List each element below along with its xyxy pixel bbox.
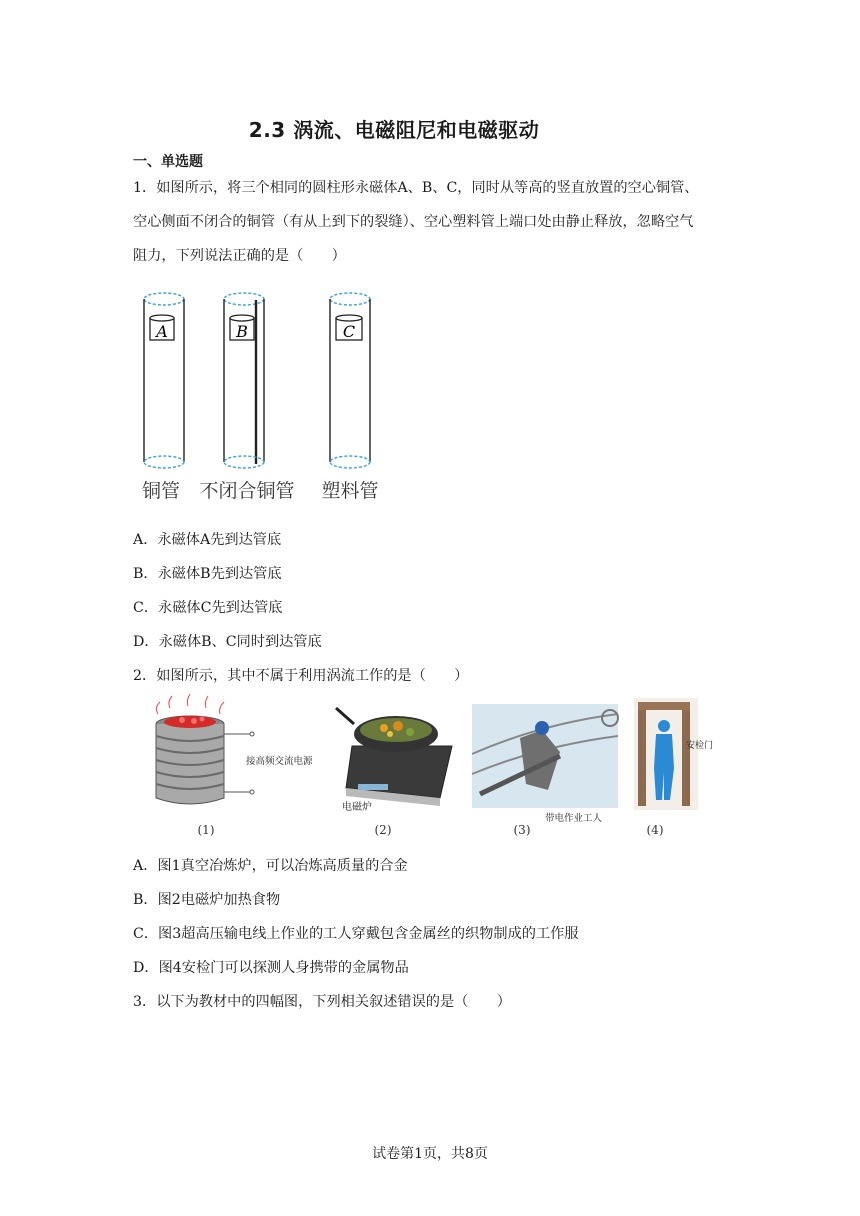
magnet-label-c: C xyxy=(342,322,356,341)
page-title: 2.3 涡流、电磁阻尼和电磁驱动 xyxy=(248,118,540,142)
q1-option-c: C．永磁体C先到达管底 xyxy=(133,600,283,616)
q2-stem: 2．如图所示，其中不属于利用涡流工作的是（ ） xyxy=(133,668,469,684)
plastic-tube xyxy=(330,293,370,468)
q2-option-c: C．图3超高压输电线上作业的工人穿戴包含金属丝的织物制成的工作服 xyxy=(133,926,579,942)
q1-stem-line-3: 阻力，下列说法正确的是（ ） xyxy=(133,248,346,264)
tube-label-plastic: 塑料管 xyxy=(321,480,379,502)
label-induction-cooker: 电磁炉 xyxy=(342,802,372,813)
tube-bottom-rim xyxy=(330,456,370,468)
q2-option-d: D．图4安检门可以探测人身携带的金属物品 xyxy=(133,960,409,976)
tube-label-split-copper: 不闭合铜管 xyxy=(199,480,295,502)
caption-2: (2) xyxy=(374,823,392,837)
q2-option-a: A．图1真空冶炼炉，可以冶炼高质量的合金 xyxy=(133,858,408,874)
q2-figure xyxy=(140,694,714,842)
q3-stem: 3．以下为教材中的四幅图，下列相关叙述错误的是（ ） xyxy=(133,994,511,1010)
q1-stem-line-2: 空心侧面不闭合的铜管（有从上到下的裂缝）、空心塑料管上端口处由静止释放，忽略空气 xyxy=(133,214,694,230)
q1-option-d: D．永磁体B、C同时到达管底 xyxy=(133,634,322,650)
tube-bottom-rim xyxy=(144,456,184,468)
magnet-c xyxy=(336,315,362,341)
vacuum-furnace-image xyxy=(156,694,313,837)
tube-top-rim xyxy=(330,293,370,305)
label-hf-ac-power: 接高频交流电源 xyxy=(246,756,313,767)
caption-4: (4) xyxy=(646,823,664,837)
security-gate-image xyxy=(634,698,713,837)
tube-top-rim xyxy=(144,293,184,305)
q1-tubes-figure xyxy=(128,284,398,506)
split-copper-tube xyxy=(224,293,264,468)
live-line-worker-image xyxy=(472,704,618,837)
induction-cooker-image xyxy=(336,708,452,837)
q1-option-a: A．永磁体A先到达管底 xyxy=(133,532,282,548)
magnet-label-b: B xyxy=(236,322,248,341)
copper-tube xyxy=(144,293,184,468)
tube-top-rim xyxy=(224,293,264,305)
magnet-label-a: A xyxy=(156,322,168,341)
tube-bottom-rim xyxy=(224,456,264,468)
tube-label-copper: 铜管 xyxy=(141,480,181,502)
page-footer: 试卷第1页，共8页 xyxy=(372,1146,488,1162)
caption-1: (1) xyxy=(197,823,215,837)
magnet-a xyxy=(150,315,174,341)
q2-option-b: B．图2电磁炉加热食物 xyxy=(133,892,281,908)
label-security-gate: 安检门 xyxy=(686,741,714,751)
section-heading: 一、单选题 xyxy=(133,154,203,170)
caption-3: (3) xyxy=(513,823,531,837)
magnet-b xyxy=(230,315,254,341)
q1-stem-line-1: 1．如图所示，将三个相同的圆柱形永磁体A、B、C，同时从等高的竖直放置的空心铜管、 xyxy=(133,180,699,196)
label-live-line-worker: 带电作业工人 xyxy=(545,813,603,824)
q1-option-b: B．永磁体B先到达管底 xyxy=(133,566,282,582)
